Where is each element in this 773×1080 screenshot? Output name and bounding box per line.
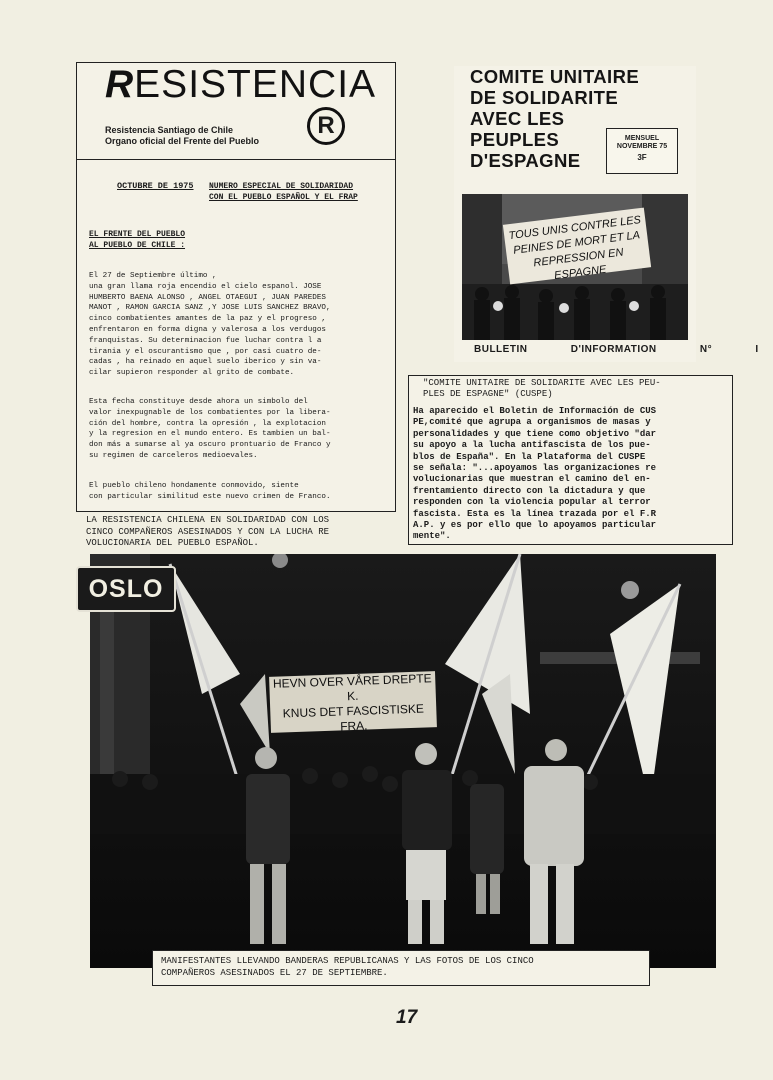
bulletin-footer-label: BULLETIN D'INFORMATION [474, 344, 657, 355]
protest-banner: TOUS UNIS CONTRE LES PEINES DE MORT ET LA REPRESSION EN ESPAGNE [503, 208, 651, 285]
masthead-initial: R [105, 63, 135, 106]
cuspe-article-box [408, 375, 733, 545]
bulletin-issue-number: N° I [699, 344, 759, 355]
march-scene [90, 554, 716, 968]
special-issue-label: NUMERO ESPECIAL DE SOLIDARIDAD CON EL PUEBLO ESPAÑOL Y EL FRAP [209, 182, 358, 202]
issue-price: 3F [637, 153, 647, 162]
page-number: 17 [396, 1007, 418, 1028]
bulletin-footer [474, 344, 759, 355]
article-paragraph: Esta fecha constituye desde ahora un simbolo del valor inexpugnable de los combatientes por la libera- ción del hombre, contra la opresión , la explotacion y la regresion en el mundo entero. Es tambien un bal- don más a sumarse al ya oscuro prontuario de Franco y su regimen de carceleros medioevales. [89, 398, 331, 460]
masthead-divider [77, 159, 395, 160]
resistencia-subtitle: Resistencia Santiago de Chile Organo oficial del Frente del Pueblo [105, 125, 260, 146]
issue-date: OCTUBRE DE 1975 [117, 181, 194, 191]
bulletin-title: COMITE UNITAIRE DE SOLIDARITE AVEC LES PEUPLES D'ESPAGNE [470, 66, 640, 171]
oslo-banner: HEVN OVER VÅRE DREPTE K. KNUS DET FASCISTISKE FRA. [269, 671, 437, 733]
resistencia-logo: R [307, 107, 345, 145]
oslo-photo-caption: MANIFESTANTES LLEVANDO BANDERAS REPUBLICANAS Y LAS FOTOS DE LOS CINCO COMPAÑEROS ASESINADOS EL 27 DE SEPTIEMBRE. [152, 950, 650, 986]
issue-frequency: MENSUEL [624, 135, 660, 142]
resistencia-masthead [105, 63, 376, 107]
article-heading: EL FRENTE DEL PUEBLO AL PUEBLO DE CHILE : [89, 230, 186, 250]
issue-month: NOVEMBRE 75 [616, 143, 668, 150]
oslo-march-photo [90, 554, 716, 968]
cuspe-article-body: Ha aparecido el Boletin de Información de CUS PE,comité que agrupa a organismos de masas y personalidades y que tiene como objetivo "dar su apoyo a la lucha antifascista de los pue- blos de España". En la Plataforma del CUSPE se señala: "...apoyamos las organizaciones re volucionarias que muestran el camino del en- frentamiento directo con la dictadura y que responden con la violencia popular al terror fascista. Esta es la línea trazada por el F.R A.P. y es por ello que lo apoyamos particular mente". [413, 406, 657, 542]
cuspe-bulletin-cover [454, 66, 759, 362]
cuspe-article-heading: "COMITE UNITAIRE DE SOLIDARITE AVEC LES PEU- PLES DE ESPAGNE" (CUSPE) [423, 378, 661, 399]
resistencia-caption: LA RESISTENCIA CHILENA EN SOLIDARIDAD CON LOS CINCO COMPAÑEROS ASESINADOS Y CON LA LUCHA RE VOLUCIONARIA DEL PUEBLO ESPAÑOL. [86, 515, 330, 548]
resistencia-clipping [76, 62, 396, 512]
issue-box [606, 128, 678, 174]
article-paragraph: El pueblo chileno hondamente conmovido, siente con particular similitud este nuevo crimen de Franco. [89, 482, 331, 501]
article-paragraph: El 27 de Septiembre último , una gran llama roja encendio el cielo espanol. JOSE HUMBERTO BAENA ALONSO , ANGEL OTAEGUI , JUAN PAREDES MANOT , RAMON GARCIA SANZ ,Y JOSE LUIS SANCHEZ BRAVO, cinco combatientes amantes de la paz y el progreso , enfrentaron en forma digna y valerosa a los verdugos franquistas. Su determinacion fue luchar contra l a tirania y el oscurantismo que , por casi cuatro de- cadas , ha reinado en aquel suelo iberico y sin va- cilar supieron responder al grito de combate. [89, 272, 331, 378]
oslo-label: OSLO [76, 566, 176, 612]
masthead-rest: ESISTENCIA [134, 63, 377, 106]
demonstration-photo [462, 194, 688, 340]
